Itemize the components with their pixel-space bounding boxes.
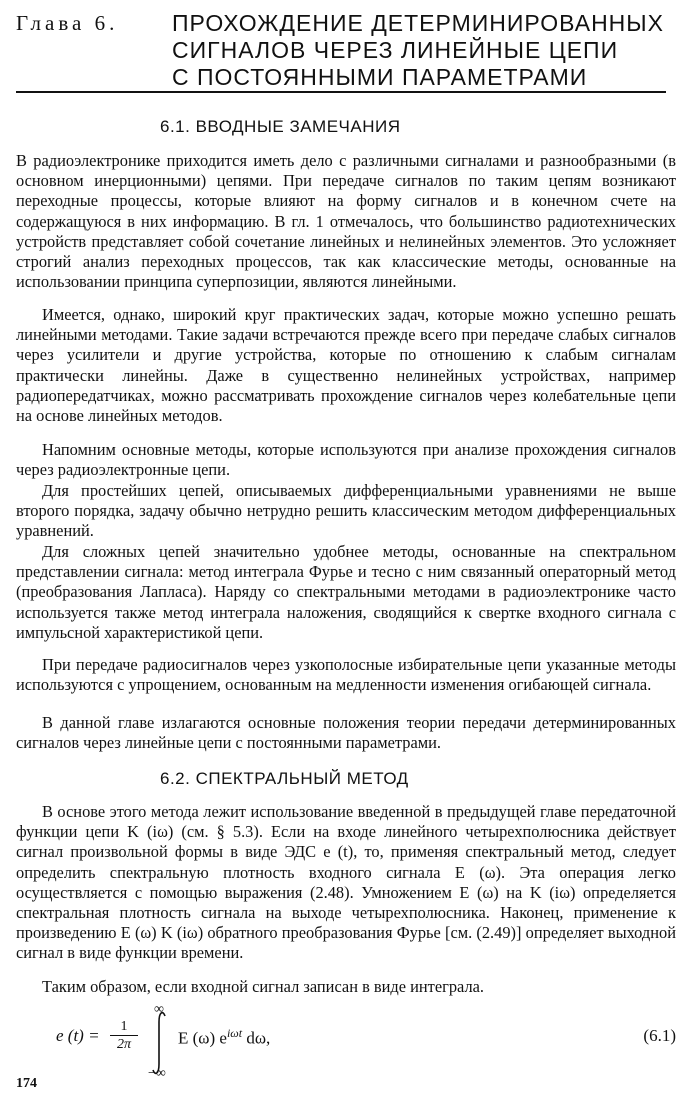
- equation-6-1: [56, 1002, 676, 1081]
- section-heading-6-1: 6.1. ВВОДНЫЕ ЗАМЕЧАНИЯ: [160, 117, 401, 136]
- chapter-title-line: ПРОХОЖДЕНИЕ ДЕТЕРМИНИРОВАННЫХ: [172, 10, 664, 36]
- fraction-numerator: 1: [110, 1018, 138, 1036]
- equation-fraction: [110, 1018, 138, 1053]
- chapter-title: [172, 10, 664, 91]
- fraction-denominator: 2π: [116, 1037, 131, 1052]
- integral-upper-limit: ∞: [154, 1002, 164, 1017]
- chapter-header: [14, 4, 674, 88]
- page-number: 174: [16, 1076, 37, 1091]
- paragraph: Для сложных цепей значительно удобнее методы, основанные на спектральном представлении сигнала: метод интеграла Фурье и тесно с ним связанный операторный метод (преобразования Лапласа). Наряду со спектральными методами в радиоэлектронике часто используется также метод интеграла наложения, сводящийся к свертке входного сигнала с импульсной характеристикой цепи.: [16, 542, 676, 642]
- chapter-divider: [16, 91, 666, 93]
- paragraph: В основе этого метода лежит использование введенной в предыдущей главе передаточной функции цепи K (iω) (см. § 5.3). Если на входе линейного четырехполюсника действует сигнал произвольной формы в виде ЭДС e (t), то, применяя спектральный метод, следует определить спектральную плотность входного сигнала E (ω). Эта операция легко осуществляется с помощью выражения (2.48). Умножением E (ω) на K (iω) определяется спектральная плотность сигнала на выходе четырехполюсника. Наконец, применение к произведению E (ω) K (iω) обратного преобразования Фурье [см. (2.49)] определяет выходной сигнал в виде функции времени.: [16, 802, 676, 963]
- paragraph: Для простейших цепей, описываемых дифференциальными уравнениями не выше второго порядка, задачу обычно нетрудно решить классическим методом дифференциальных уравнений.: [16, 481, 676, 541]
- paragraph: Имеется, однако, широкий круг практических задач, которые можно успешно решать линейными методами. Такие задачи встречаются прежде всего при передаче слабых сигналов через усилители и другие устройства, которые по отношению к слабым сигналам практически линейны. Даже в существенно нелинейных устройствах, например радиопередатчиках, можно рассматривать прохождение сигналов через колебательные цепи на основе линейных методов.: [16, 305, 676, 426]
- section-heading-6-2: 6.2. СПЕКТРАЛЬНЫЙ МЕТОД: [160, 769, 409, 788]
- differential: dω,: [242, 1028, 271, 1048]
- chapter-title-line: С ПОСТОЯННЫМИ ПАРАМЕТРАМИ: [172, 64, 588, 90]
- exponent: iωt: [226, 1026, 243, 1040]
- equation-rhs: [178, 1026, 270, 1049]
- chapter-label: Глава 6.: [16, 11, 119, 35]
- paragraph: При передаче радиосигналов через узкополосные избирательные цепи указанные методы используются с упрощением, основанным на медленности изменения огибающей сигнала.: [16, 655, 676, 695]
- integrand: E (ω) e: [178, 1028, 227, 1048]
- paragraph: В радиоэлектронике приходится иметь дело с различными сигналами и разнообразными (в основном инерционными) цепями. При передаче сигналов по таким цепям возникают переходные процессы, которые влияют на форму сигналов и в конечном счете на содержащуюся в них информацию. В гл. 1 отмечалось, что большинство радиотехнических устройств представляет собой сочетание линейных и нелинейных элементов. Это усложняет строгий анализ переходных процессов, так как классические методы, основанные на использовании принципа суперпозиции, являются линейными.: [16, 151, 676, 292]
- paragraph: Таким образом, если входной сигнал записан в виде интеграла.: [42, 977, 484, 996]
- paragraph: В данной главе излагаются основные положения теории передачи детерминированных сигналов через линейные цепи с постоянными параметрами.: [16, 713, 676, 753]
- chapter-title-line: СИГНАЛОВ ЧЕРЕЗ ЛИНЕЙНЫЕ ЦЕПИ: [172, 37, 619, 63]
- integral-lower-limit: −∞: [148, 1066, 166, 1081]
- paragraph: Напомним основные методы, которые используются при анализе прохождения сигналов через радиоэлектронные цепи.: [16, 440, 676, 480]
- equation-number: (6.1): [643, 1026, 676, 1045]
- equation-lhs: e (t) =: [56, 1026, 100, 1045]
